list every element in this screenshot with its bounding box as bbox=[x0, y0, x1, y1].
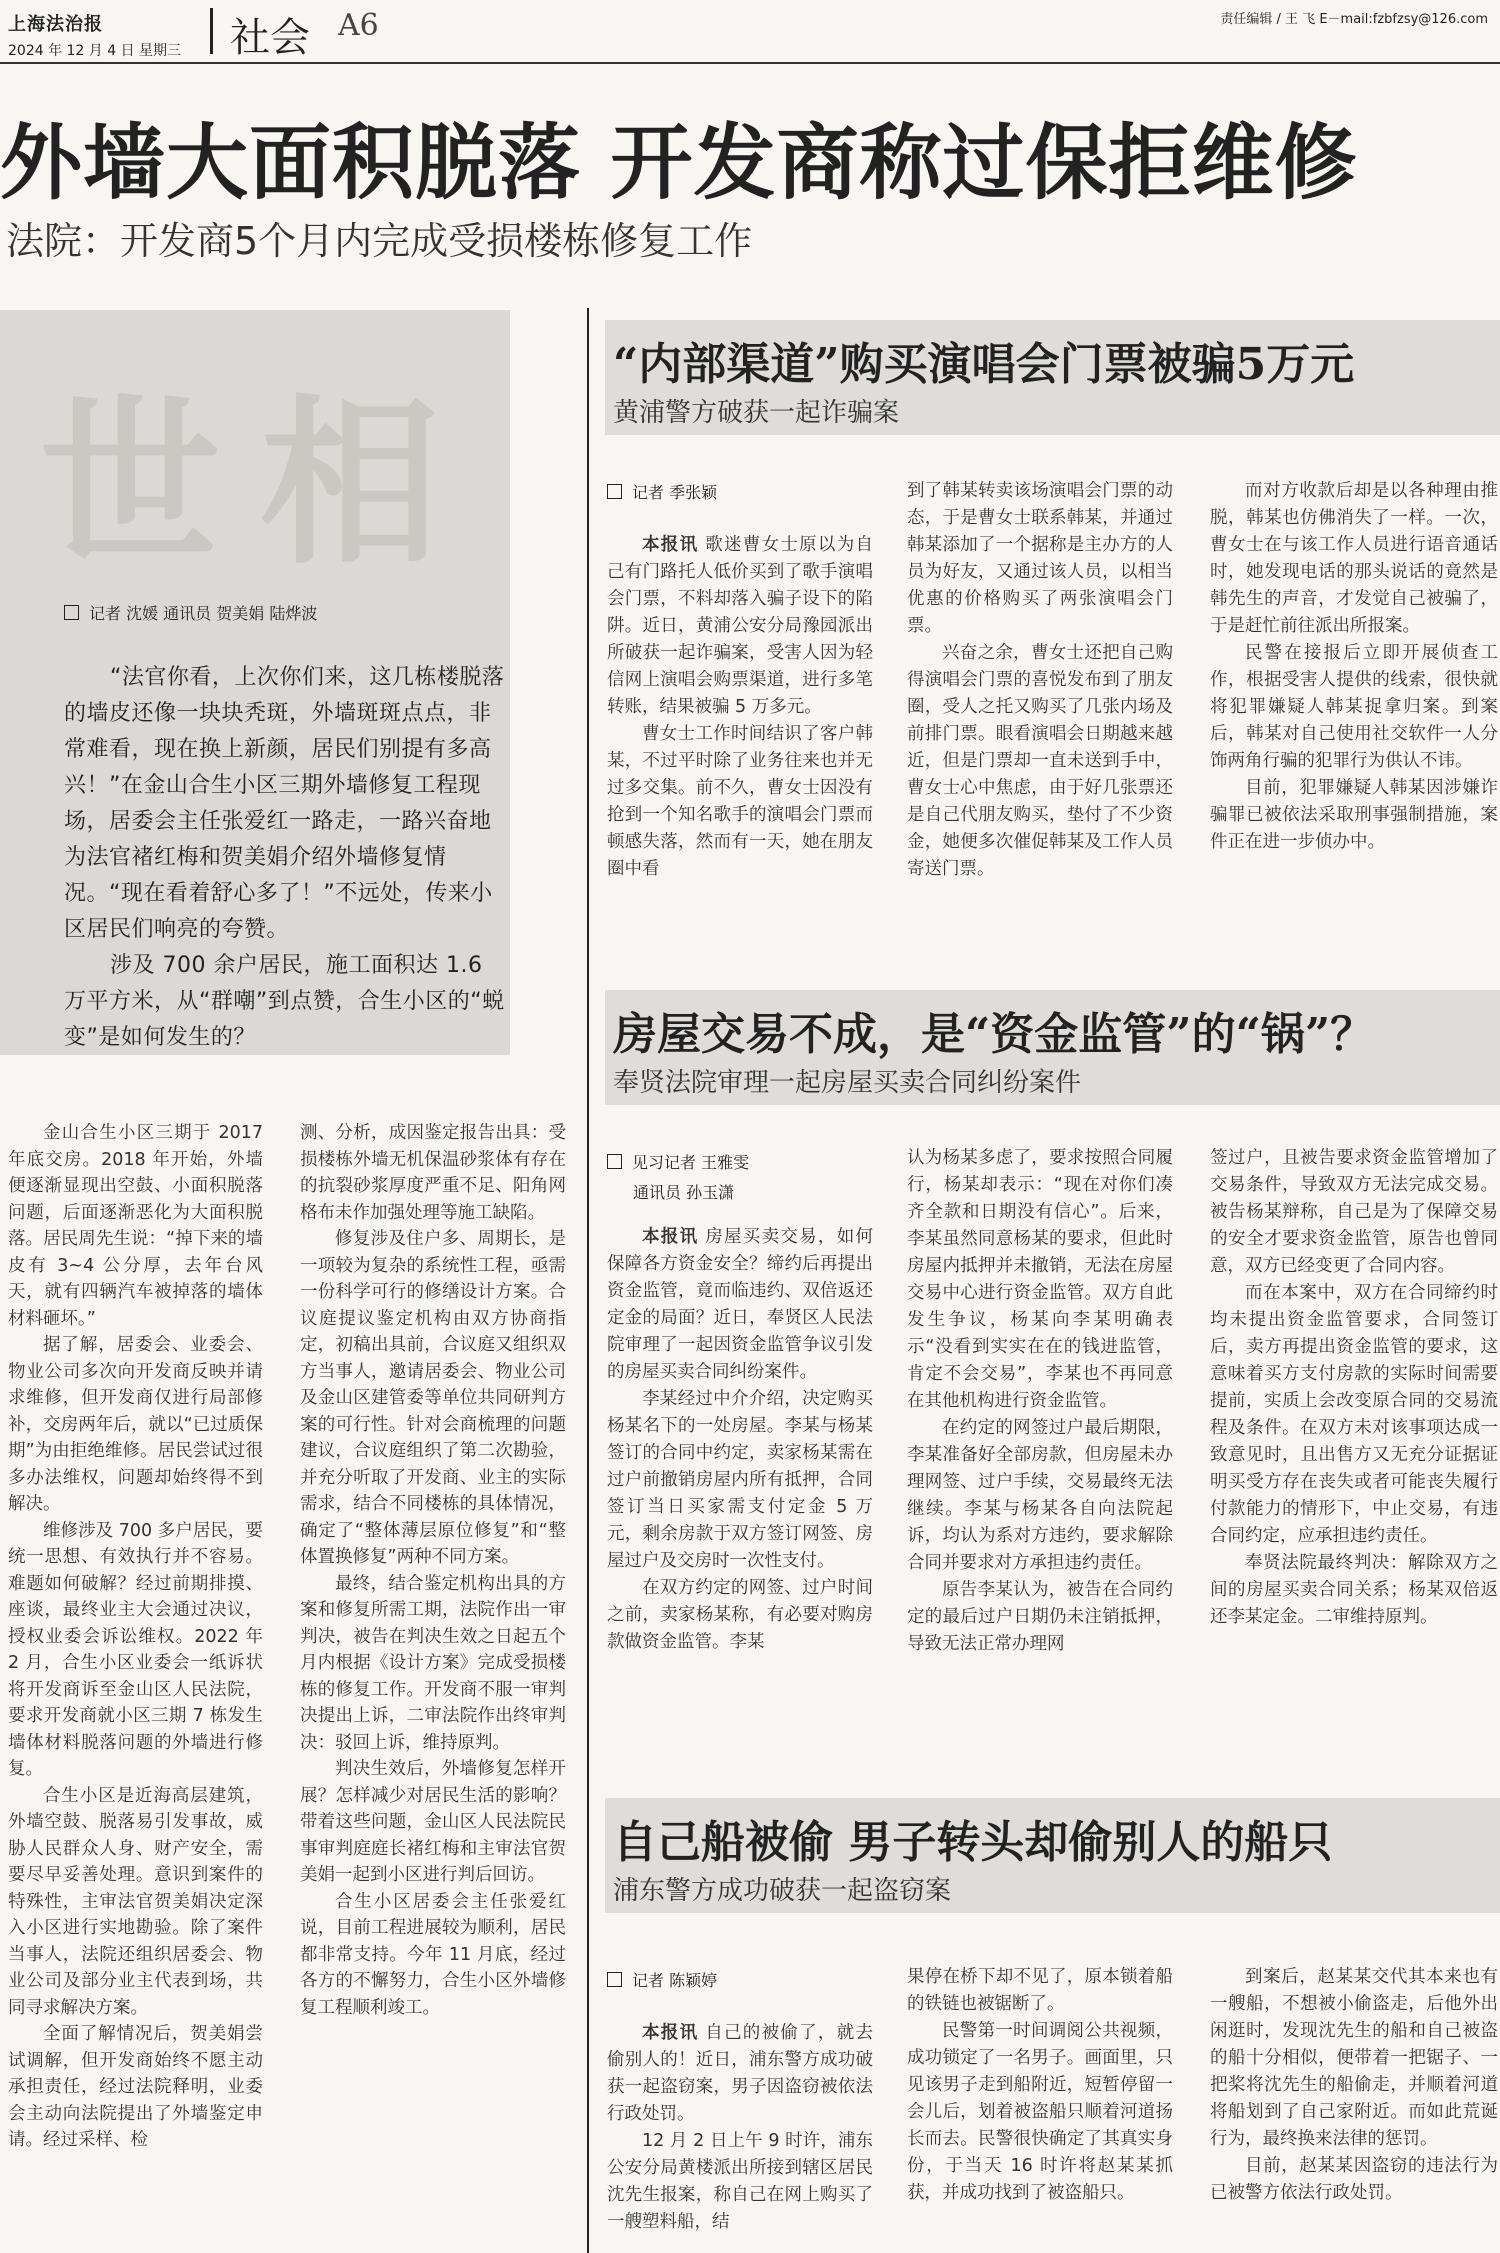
byline-box-icon bbox=[607, 1972, 622, 1987]
top-rule bbox=[0, 62, 1500, 64]
column-divider bbox=[587, 308, 589, 2253]
article-paragraph: 曹女士工作时间结识了客户韩某，不过平时除了业务往来也并无过多交集。前不久，曹女士因没有抢到一个知名歌手的演唱会门票而顿感失落，然而有一天，她在朋友圈中看 bbox=[607, 724, 873, 879]
article-2-title: 房屋交易不成，是“资金监管”的“锅”？ bbox=[613, 1009, 1375, 1060]
body-paragraph: 维修涉及 700 多户居民，要统一思想、有效执行并不容易。难题如何破解？经过前期排摸、座谈，最终业主大会通过决议，授权业委会诉讼维权。2022 年 2 月，合生小区业委会一纸诉状将开发商诉至金山区人民法院，要求开发商就小区三期 7 栋发生墙体材料脱落问题的外墙进行修复。 bbox=[8, 1520, 263, 1779]
issue-date: 2024 年 12 月 4 日 星期三 bbox=[8, 43, 182, 59]
section-name: 社会 bbox=[230, 15, 310, 61]
editor-info: 责任编辑 / 王 飞 E－mail:fzbfzsy@126.com bbox=[1220, 12, 1488, 27]
article-2-lead-text: 房屋买卖交易，如何保障各方资金安全？缔约后再提出资金监管，竟而临违约、双倍返还定金的局面？近日，奉贤区人民法院审理了一起因资金监管争议引发的房屋买卖合同纠纷案件。 bbox=[607, 1227, 873, 1382]
main-byline bbox=[64, 601, 317, 624]
byline-box-icon bbox=[607, 484, 622, 499]
masthead-divider bbox=[210, 8, 213, 54]
newspaper-name: 上海法治报 bbox=[8, 14, 103, 35]
article-paragraph: 而对方收款后却是以各种理由推脱，韩某也仿佛消失了一样。一次，曹女士在与该工作人员进行语音通话时，她发现电话的那头说话的竟然是韩先生的声音，才发觉自己被骗了，于是赶忙前往派出所报案。 bbox=[1210, 481, 1498, 636]
article-1-column-3 bbox=[1210, 478, 1498, 856]
main-lead bbox=[64, 660, 509, 1056]
article-3-byline bbox=[607, 1968, 717, 1991]
article-2-byline-line bbox=[607, 1148, 749, 1178]
article-1-byline-text: 记者 季张颖 bbox=[632, 483, 718, 502]
article-2-column-3 bbox=[1210, 1145, 1498, 1631]
body-paragraph: 判决生效后，外墙修复怎样开展？怎样减少对居民生活的影响？带着这些问题，金山区人民法院民事审判庭庭长褚红梅和主审法官贺美娟一起到小区进行判后回访。 bbox=[300, 1759, 566, 1885]
body-paragraph: 全面了解情况后，贺美娟尝试调解，但开发商始终不愿主动承担责任，经过法院释明，业委会主动向法院提出了外墙鉴定申请。经过采样、检 bbox=[8, 2024, 263, 2150]
body-paragraph: 据了解，居委会、业委会、物业公司多次向开发商反映并请求维修，但开发商仅进行局部修补，交房两年后，就以“已过质保期”为由拒绝维修。居民尝试过很多办法维权，问题却始终得不到解决。 bbox=[8, 1335, 263, 1514]
article-paragraph: 12 月 2 日上午 9 时许，浦东公安分局黄楼派出所接到辖区居民沈先生报案，称自己在网上购买了一艘塑料船，结 bbox=[607, 2131, 873, 2232]
article-1-byline bbox=[607, 480, 717, 503]
main-column-2 bbox=[300, 1120, 566, 2021]
article-paragraph: 民警第一时间调阅公共视频，成功锁定了一名男子。画面里，只见该男子走到船附近，短暂停留一会儿后，划着被盗船只顺着河道扬长而去。民警很快确定了其真实身份，于当天 16 时许将赵某某抓获，并成功找到了被盗船只。 bbox=[907, 2021, 1173, 2203]
article-1-column-2 bbox=[907, 478, 1173, 883]
article-3-column-2 bbox=[907, 1964, 1173, 2207]
article-paragraph: 认为杨某多虑了，要求按照合同履行，杨某却表示：“现在对你们凑齐全款和日期没有信心”。后来，李某虽然同意杨某的要求，但此时房屋内抵押并未撤销，无法在房屋交易中心进行资金监管。双方自此发生争议，杨某向李某明确表示“没看到实实在在的钱进监管，肯定不会交易”，李某也不再同意在其他机构进行资金监管。 bbox=[907, 1148, 1173, 1411]
byline-box-icon bbox=[607, 1154, 622, 1169]
article-1-column-1 bbox=[607, 532, 873, 883]
main-byline-text: 记者 沈媛 通讯员 贺美娟 陆烨波 bbox=[89, 604, 318, 623]
article-paragraph: 奉贤法院最终判决：解除双方之间的房屋买卖合同关系；杨某双倍返还李某定金。二审维持原判。 bbox=[1210, 1553, 1498, 1627]
body-paragraph: 修复涉及住户多、周期长，是一项较为复杂的系统性工程，亟需一份科学可行的修缮设计方案。合议庭提议鉴定机构由双方协商指定，初稿出具前，合议庭又组织双方当事人，邀请居委会、物业公司及金山区建管委等单位共同研判方案的可行性。针对会商梳理的问题建议，合议庭组织了第二次勘验，并充分听取了开发商、业主的实际需求，结合不同楼栋的具体情况，确定了“整体薄层原位修复”和“整体置换修复”两种不同方案。 bbox=[300, 1229, 566, 1567]
article-paragraph: 李某经过中介介绍，决定购买杨某名下的一处房屋。李某与杨某签订的合同中约定，卖家杨某需在过户前撤销房屋内所有抵押，合同签订当日买家需支付定金 5 万元，剩余房款于双方签订网签、房屋过户及交房时一次性支付。 bbox=[607, 1389, 873, 1571]
article-paragraph: 到案后，赵某某交代其本来也有一艘船，不想被小偷盗走，后他外出闲逛时，发现沈先生的船和自己被盗的船十分相似，便带着一把锯子、一把桨将沈先生的船偷走，并顺着河道将船划到了自己家附近。而如此荒诞行为，最终换来法律的惩罚。 bbox=[1210, 1967, 1498, 2149]
article-paragraph: 在约定的网签过户最后期限，李某准备好全部房款，但房屋未办理网签、过户手续，交易最终无法继续。李某与杨某各自向法院起诉，均认为系对方违约，要求解除合同并要求对方承担违约责任。 bbox=[907, 1418, 1173, 1573]
main-subhead: 法院：开发商5个月内完成受损楼栋修复工作 bbox=[6, 219, 753, 263]
article-paragraph: 在双方约定的网签、过户时间之前，卖家杨某称，有必要对购房款做资金监管。李某 bbox=[607, 1578, 873, 1652]
article-1-subtitle: 黄浦警方破获一起诈骗案 bbox=[613, 398, 900, 428]
article-paragraph: 签过户，且被告要求资金监管增加了交易条件，导致双方无法完成交易。被告杨某辩称，自己是为了保障交易的安全才要求资金监管，原告也曾同意，双方已经变更了合同内容。 bbox=[1210, 1148, 1498, 1276]
article-3-title: 自己船被偷 男子转头却偷别人的船只 bbox=[613, 1817, 1333, 1868]
article-paragraph: 目前，赵某某因盗窃的违法行为已被警方依法行政处罚。 bbox=[1210, 2156, 1498, 2203]
article-2-column-2 bbox=[907, 1145, 1173, 1658]
article-paragraph bbox=[607, 2020, 873, 2128]
article-2-byline-line: 通讯员 孙玉潇 bbox=[633, 1183, 735, 1202]
article-1-title: “内部渠道”购买演唱会门票被骗5万元 bbox=[613, 339, 1355, 390]
main-column-1 bbox=[8, 1120, 263, 2154]
byline-box-icon bbox=[64, 605, 79, 620]
article-paragraph bbox=[607, 1224, 873, 1386]
article-3-lead-text: 自己的被偷了，就去偷别人的！近日，浦东警方成功破获一起盗窃案，男子因盗窃被依法行政处罚。 bbox=[607, 2023, 873, 2124]
article-paragraph: 而在本案中，双方在合同缔约时均未提出资金监管要求，合同签订后，卖方再提出资金监管的要求，这意味着买方支付房款的实际时间需要提前，实质上会改变原合同的交易流程及条件。在双方未对该事项达成一致意见时，且出售方又无充分证据证明买受方存在丧失或者可能丧失履行付款能力的情形下，中止交易，有违合同约定，应承担违约责任。 bbox=[1210, 1283, 1498, 1546]
article-paragraph: 民警在接报后立即开展侦查工作，根据受害人提供的线索，很快就将犯罪嫌疑人韩某捉拿归案。到案后，韩某对自己使用社交软件一人分饰两角行骗的犯罪行为供认不讳。 bbox=[1210, 643, 1498, 771]
lead-mark: 本报讯 bbox=[642, 535, 699, 555]
article-2-byline bbox=[607, 1148, 749, 1208]
page-number: A6 bbox=[338, 8, 379, 43]
lead-paragraph: “法官你看，上次你们来，这几栋楼脱落的墙皮还像一块块秃斑，外墙斑斑点点，非常难看，现在换上新颜，居民们别提有多高兴！”在金山合生小区三期外墙修复工程现场，居委会主任张爱红一路走，一路兴奋地为法官褚红梅和贺美娟介绍外墙修复情况。“现在看着舒心多了！”不远处，传来小区居民们响亮的夸赞。 bbox=[64, 665, 505, 942]
article-paragraph: 果停在桥下却不见了，原本锁着船的铁链也被锯断了。 bbox=[907, 1967, 1173, 2014]
column-watermark: 世相 bbox=[40, 378, 481, 589]
article-3-column-3 bbox=[1210, 1964, 1498, 2207]
body-paragraph: 金山合生小区三期于 2017 年底交房。2018 年开始，外墙便逐渐显现出空鼓、小面积脱落问题，后面逐渐恶化为大面积脱落。居民周先生说：“掉下来的墙皮有 3~4 公分厚，去年台风天，就有四辆汽车被掉落的墙体材料砸坏。” bbox=[8, 1123, 263, 1329]
article-paragraph: 到了韩某转卖该场演唱会门票的动态，于是曹女士联系韩某，并通过韩某添加了一个据称是主办方的人员为好友，又通过该人员，以相当优惠的价格购买了两张演唱会门票。 bbox=[907, 481, 1173, 636]
article-2-subtitle: 奉贤法院审理一起房屋买卖合同纠纷案件 bbox=[613, 1068, 1082, 1098]
article-2-byline-text: 见习记者 王雅雯 bbox=[632, 1153, 750, 1172]
article-paragraph bbox=[607, 532, 873, 721]
article-2-header bbox=[605, 990, 1500, 1105]
lead-mark: 本报讯 bbox=[642, 2023, 699, 2043]
body-paragraph: 测、分析，成因鉴定报告出具：受损楼栋外墙无机保温砂浆体有存在的抗裂砂浆厚度严重不足、阳角网格布未作加强处理等施工缺陷。 bbox=[300, 1123, 566, 1223]
article-3-byline-text: 记者 陈颖婷 bbox=[632, 1971, 718, 1990]
body-paragraph: 合生小区居委会主任张爱红说，目前工程进展较为顺利，居民都非常支持。今年 11 月底，经过各方的不懈努力，合生小区外墙修复工程顺利竣工。 bbox=[300, 1891, 566, 2018]
article-paragraph: 目前，犯罪嫌疑人韩某因涉嫌诈骗罪已被依法采取刑事强制措施，案件正在进一步侦办中。 bbox=[1210, 778, 1498, 852]
article-3-column-1 bbox=[607, 2020, 873, 2236]
article-1-header bbox=[605, 320, 1500, 435]
lead-mark: 本报讯 bbox=[642, 1227, 699, 1247]
lead-paragraph: 涉及 700 余户居民，施工面积达 1.6 万平方米，从“群嘲”到点赞，合生小区的“蜕变”是如何发生的？ bbox=[64, 953, 505, 1050]
main-headline: 外墙大面积脱落 开发商称过保拒维修 bbox=[0, 115, 1358, 211]
body-paragraph: 合生小区是近海高层建筑，外墙空鼓、脱落易引发事故，威胁人民群众人身、财产安全，需要尽早妥善处理。意识到案件的特殊性，主审法官贺美娟决定深入小区进行实地勘验。除了案件当事人，法院还组织居委会、物业公司及部分业主代表到场，共同寻求解决方案。 bbox=[8, 1785, 263, 2018]
article-paragraph: 原告李某认为，被告在合同约定的最后过户日期仍未注销抵押，导致无法正常办理网 bbox=[907, 1580, 1173, 1654]
article-1-lead-text: 歌迷曹女士原以为自己有门路托人低价买到了歌手演唱会门票，不料却落入骗子设下的陷阱。近日，黄浦公安分局豫园派出所破获一起诈骗案，受害人因为轻信网上演唱会购票渠道，进行多笔转账，结果被骗 5 万多元。 bbox=[607, 535, 873, 717]
article-2-column-1 bbox=[607, 1224, 873, 1656]
article-paragraph: 兴奋之余，曹女士还把自己购得演唱会门票的喜悦发布到了朋友圈，受人之托又购买了几张内场及前排门票。眼看演唱会日期越来越近，但是门票却一直未送到手中，曹女士心中焦虑，由于好几张票还是自己代朋友购买，垫付了不少资金，她便多次催促韩某及工作人员寄送门票。 bbox=[907, 643, 1173, 879]
article-3-header bbox=[605, 1798, 1500, 1913]
body-paragraph: 最终，结合鉴定机构出具的方案和修复所需工期，法院作出一审判决，被告在判决生效之日起五个月内根据《设计方案》完成受损楼栋的修复工作。开发商不服一审判决提出上诉，二审法院作出终审判决：驳回上诉，维持原判。 bbox=[300, 1573, 566, 1753]
article-3-subtitle: 浦东警方成功破获一起盗窃案 bbox=[613, 1876, 952, 1906]
